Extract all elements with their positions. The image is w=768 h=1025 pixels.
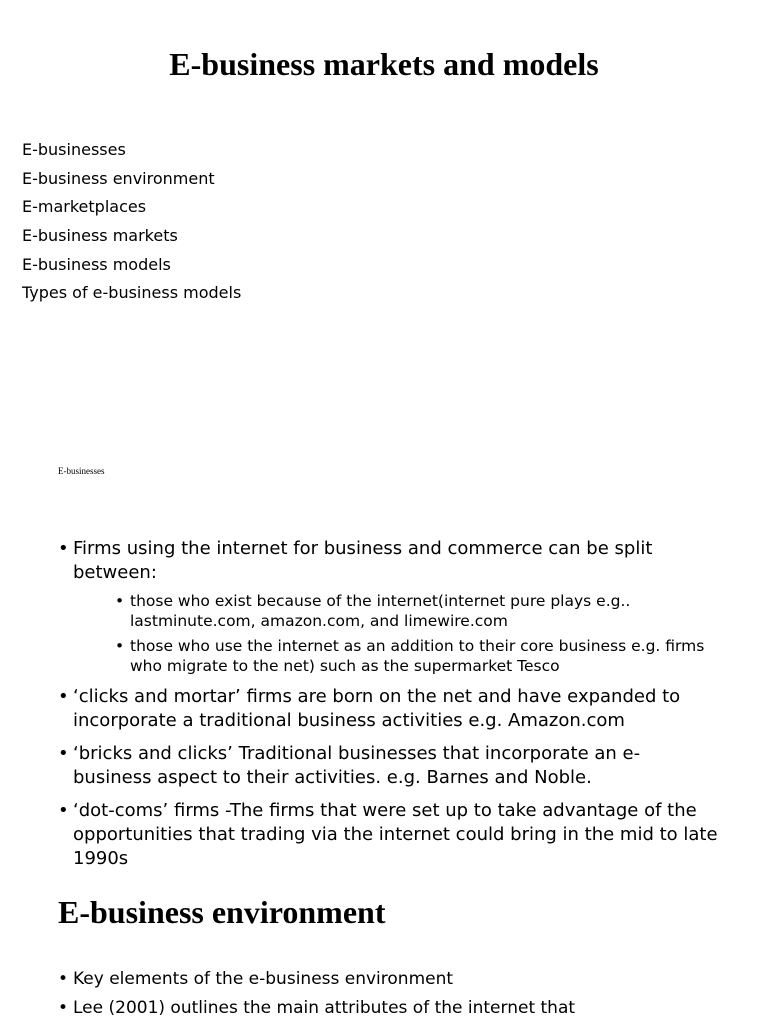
bullet-text: Lee (2001) outlines the main attributes of the internet that — [73, 998, 576, 1018]
slide-caption: E-businesses — [58, 466, 105, 476]
topic-item-e-business-models: E-business models — [22, 254, 171, 274]
topic-item-e-marketplaces: E-marketplaces — [22, 197, 147, 217]
topic-item-types-of-e-business-models: Types of e-business models — [22, 283, 242, 303]
bullet-dot: • — [58, 743, 69, 764]
topic-item-e-business-markets: E-business markets — [22, 226, 178, 246]
bullet-dot: • — [58, 538, 69, 559]
topic-list — [22, 136, 241, 308]
bullet-item — [58, 685, 718, 733]
bullet-text: ‘dot-coms’ firms -The firms that were set up to take advantage of the opportunities that trading via the internet could bring in the mid to late 1990s — [73, 800, 718, 869]
bullet-item — [58, 996, 718, 1020]
topic-item-e-business-environment: E-business environment — [22, 168, 215, 188]
bullet-dot: • — [115, 592, 125, 610]
bullet-dot: • — [58, 800, 69, 821]
bullet-text: Firms using the internet for business and commerce can be split between: — [73, 538, 653, 583]
page-title: E-business markets and models — [169, 46, 599, 82]
bullet-dot: • — [58, 686, 69, 707]
bullet-dot: • — [58, 969, 69, 989]
bullet-text: ‘bricks and clicks’ Traditional businesses that incorporate an e-business aspect to their activities. e.g. Barnes and Noble. — [73, 743, 641, 788]
topic-item-e-businesses: E-businesses — [22, 140, 126, 159]
bullet-item — [58, 799, 718, 871]
bullet-item — [58, 537, 718, 676]
sub-bullet-text: those who exist because of the internet(internet pure plays e.g.. lastminute.com, amazon.com, and limewire.com — [130, 592, 631, 630]
sub-bullet-item — [115, 636, 718, 676]
bullet-text: ‘clicks and mortar’ firms are born on the net and have expanded to incorporate a traditional business activities e.g. Amazon.com — [73, 686, 681, 731]
bullet-dot: • — [115, 637, 125, 655]
bullet-text: Key elements of the e-business environment — [73, 969, 454, 989]
e-business-environment-bullet-list — [58, 967, 718, 1025]
bullet-item — [58, 967, 718, 991]
bullet-dot: • — [58, 998, 69, 1018]
sub-bullet-list — [115, 591, 718, 676]
sub-bullet-text: those who use the internet as an addition to their core business e.g. firms who migrate to the net) such as the supermarket Tesco — [130, 637, 705, 675]
sub-bullet-item — [115, 591, 718, 631]
e-businesses-bullet-list — [58, 537, 718, 880]
bullet-item — [58, 742, 718, 790]
section-heading: E-business environment — [58, 894, 386, 930]
